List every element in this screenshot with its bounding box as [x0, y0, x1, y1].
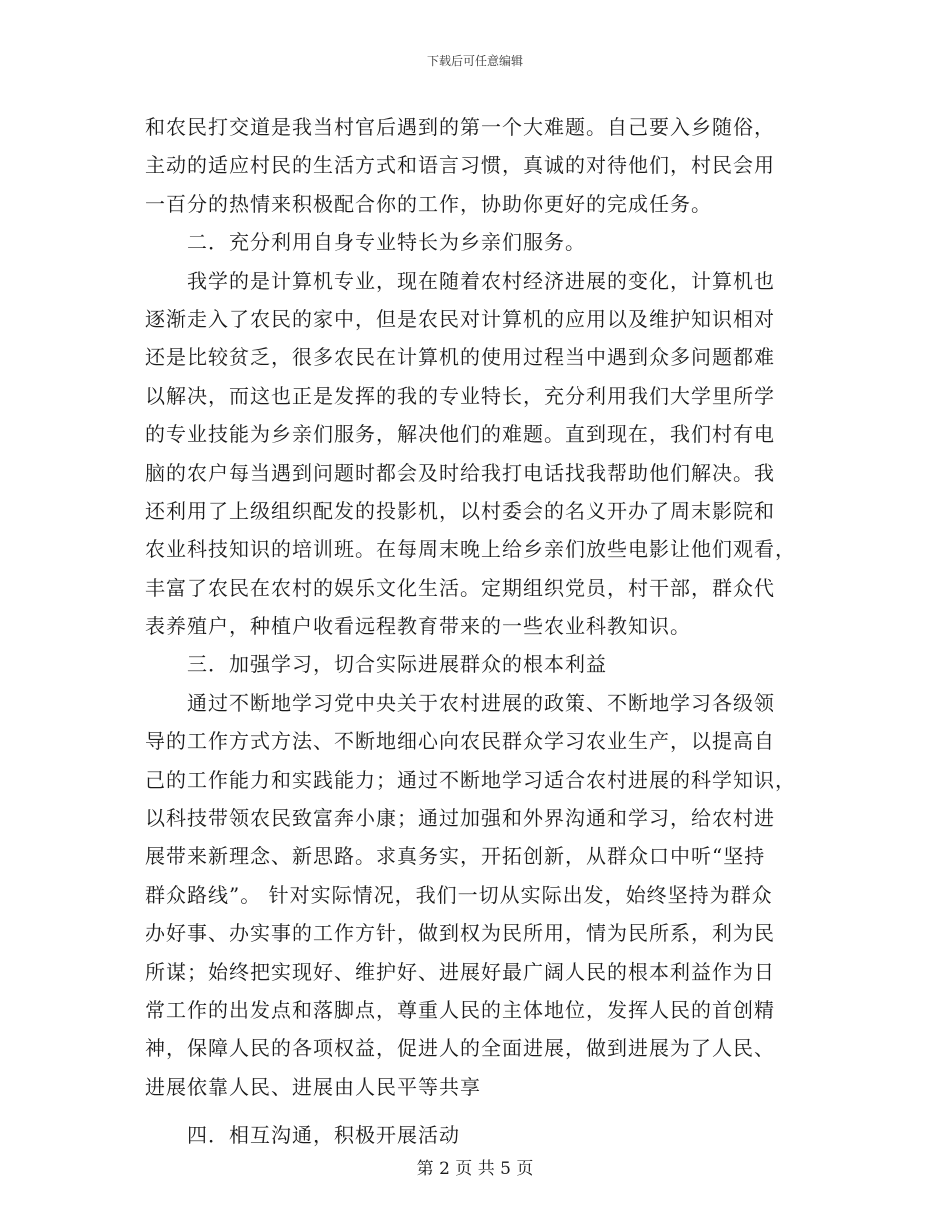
text-line: 通过不断地学习党中央关于农村进展的政策、不断地学习各级领	[145, 690, 775, 715]
text-line: 进展依靠人民、进展由人民平等共享	[145, 1074, 481, 1099]
text-line: 表养殖户，种植户收看远程教育带来的一些农业科教知识。	[145, 614, 691, 639]
text-line: 逐渐走入了农民的家中，但是农民对计算机的应用以及维护知识相对	[145, 306, 775, 331]
text-line: 丰富了农民在农村的娱乐文化生活。定期组织党员，村干部，群众代	[145, 575, 775, 600]
text-line: 还利用了上级组织配发的投影机，以村委会的名义开办了周末影院和	[145, 498, 775, 523]
page-header: 下载后可任意编辑	[426, 54, 523, 68]
text-line: 导的工作方式方法、不断地细心向农民群众学习农业生产，以提高自	[145, 729, 775, 754]
text-line: 神，保障人民的各项权益，促进人的全面进展，做到进展为了人民、	[145, 1036, 775, 1061]
text-line: 常工作的出发点和落脚点，尊重人民的主体地位，发挥人民的首创精	[145, 997, 775, 1022]
section-heading-4: 四．相互沟通，积极开展活动	[145, 1123, 460, 1148]
section-heading-2: 二．充分利用自身专业特长为乡亲们服务。	[145, 230, 586, 255]
text-line: 以科技带领农民致富奔小康；通过加强和外界沟通和学习，给农村进	[145, 806, 775, 831]
page-footer: 第 2 页 共 5 页	[416, 1159, 534, 1179]
text-line: 还是比较贫乏，很多农民在计算机的使用过程当中遇到众多问题都难	[145, 345, 775, 370]
text-line: 以解决，而这也正是发挥的我的专业特长，充分利用我们大学里所学	[145, 383, 775, 408]
section-heading-3: 三．加强学习，切合实际进展群众的根本利益	[145, 652, 607, 677]
document-body	[145, 108, 815, 1155]
text-line: 的专业技能为乡亲们服务，解决他们的难题。直到现在，我们村有电	[145, 422, 775, 447]
text-line: 所谋；始终把实现好、维护好、进展好最广阔人民的根本利益作为日	[145, 959, 775, 984]
paragraph-gap	[145, 1106, 815, 1116]
text-line: 一百分的热情来积极配合你的工作，协助你更好的完成任务。	[145, 191, 712, 216]
text-line: 我学的是计算机专业，现在随着农村经济进展的变化，计算机也	[145, 268, 775, 293]
text-line: 和农民打交道是我当村官后遇到的第一个大难题。自己要入乡随俗，	[145, 115, 775, 139]
text-line: 农业科技知识的培训班。在每周末晚上给乡亲们放些电影让他们观看，	[145, 537, 796, 562]
text-line: 群众路线”。 针对实际情况，我们一切从实际出发，始终坚持为群众	[145, 882, 773, 907]
text-line: 脑的农户每当遇到问题时都会及时给我打电话找我帮助他们解决。我	[145, 460, 775, 485]
text-line: 办好事、办实事的工作方针，做到权为民所用，情为民所系，利为民	[145, 921, 775, 946]
text-line: 己的工作能力和实践能力；通过不断地学习适合农村进展的科学知识，	[145, 767, 796, 792]
text-line: 主动的适应村民的生活方式和语言习惯，真诚的对待他们，村民会用	[145, 153, 775, 178]
text-line: 展带来新理念、新思路。求真务实，开拓创新，从群众口中听“坚持	[145, 844, 766, 869]
